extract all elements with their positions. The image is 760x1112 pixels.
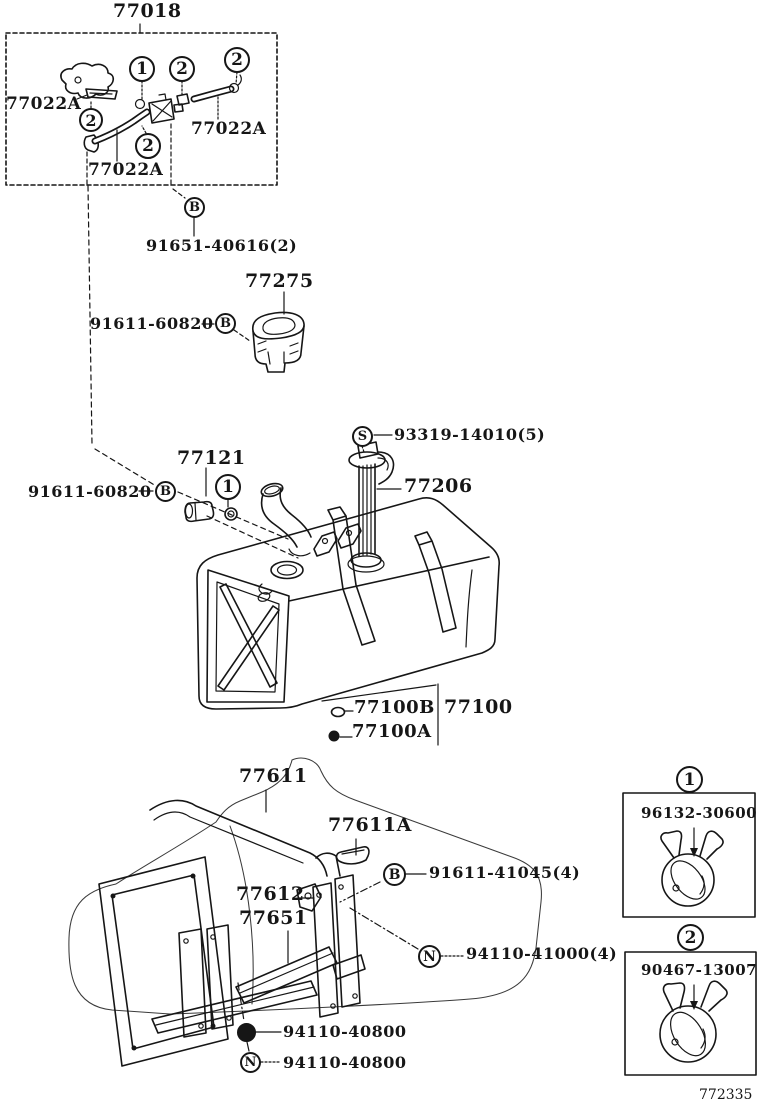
- callout-clamp-1-77121: [215, 474, 241, 500]
- callout-number: 2: [142, 136, 154, 156]
- part-label-77100b: 77100B: [354, 697, 435, 718]
- bolt-letter: B: [189, 200, 200, 215]
- part-label-77100: 77100: [444, 696, 513, 718]
- callout-clamp-2-box: [677, 924, 704, 951]
- bolt-marker-60820-lower: [155, 481, 176, 502]
- part-label-77612: 77612: [236, 883, 305, 905]
- part-label-91651-40616: 91651-40616(2): [146, 236, 298, 255]
- part-label-94110-40800-upper: 94110-40800: [283, 1022, 407, 1041]
- callout-clamp-2-d: [135, 133, 161, 159]
- figure-number: 772335: [699, 1087, 753, 1103]
- nut-letter: N: [244, 1055, 257, 1070]
- bolt-marker-91651: [184, 197, 205, 218]
- part-label-77651: 77651: [239, 907, 308, 929]
- part-label-77022a-right: 77022A: [191, 119, 267, 139]
- part-label-77611a: 77611A: [328, 814, 412, 836]
- part-label-77275: 77275: [245, 270, 314, 292]
- screw-letter: S: [357, 429, 368, 444]
- bracket-77275-art: [202, 292, 304, 372]
- part-label-96132-30600: 96132-30600: [641, 804, 758, 822]
- bolt-marker-60820-upper: [215, 313, 236, 334]
- screw-marker-93319: [352, 426, 373, 447]
- callout-number: 1: [683, 769, 696, 790]
- callout-number: 2: [684, 927, 697, 948]
- part-label-77611: 77611: [239, 765, 308, 787]
- part-label-91611-60820-lower: 91611-60820: [28, 482, 152, 501]
- nut-letter: N: [423, 948, 436, 965]
- callout-clamp-2-b: [224, 47, 250, 73]
- bolt-letter: B: [220, 316, 231, 331]
- part-label-77018: 77018: [113, 0, 182, 22]
- callout-number: 1: [222, 477, 234, 497]
- part-label-77206: 77206: [404, 475, 473, 497]
- bolt-letter: B: [388, 866, 401, 883]
- fuel-tank-art: [197, 481, 499, 709]
- part-label-93319-14010: 93319-14010(5): [394, 425, 546, 444]
- part-label-90467-13007: 90467-13007: [641, 961, 758, 979]
- bolt-marker-41045: [383, 863, 406, 886]
- part-label-94110-41000: 94110-41000(4): [466, 944, 618, 963]
- part-label-77022a-bottom: 77022A: [88, 160, 164, 180]
- nut-marker-40800-filled: [237, 1023, 256, 1042]
- callout-number: 2: [85, 110, 97, 130]
- callout-number: 2: [231, 50, 243, 70]
- callout-clamp-1-box: [676, 766, 703, 793]
- callout-number: 2: [176, 59, 188, 79]
- part-label-91611-41045: 91611-41045(4): [429, 863, 581, 882]
- part-label-77022a-left: 77022A: [6, 94, 82, 114]
- part-label-77100a: 77100A: [352, 721, 432, 742]
- callout-clamp-2-a: [169, 56, 195, 82]
- part-label-94110-40800-lower: 94110-40800: [283, 1053, 407, 1072]
- callout-clamp-2-c: [79, 108, 103, 132]
- callout-number: 1: [136, 59, 148, 79]
- bolt-letter: B: [160, 484, 171, 499]
- sender-gauge-77206-art: [348, 435, 401, 572]
- callout-clamp-1-top: [129, 56, 155, 82]
- nut-marker-41000: [418, 945, 441, 968]
- part-label-91611-60820-upper: 91611-60820: [90, 314, 214, 333]
- part-label-77121: 77121: [177, 447, 246, 469]
- nut-marker-40800: [240, 1052, 261, 1073]
